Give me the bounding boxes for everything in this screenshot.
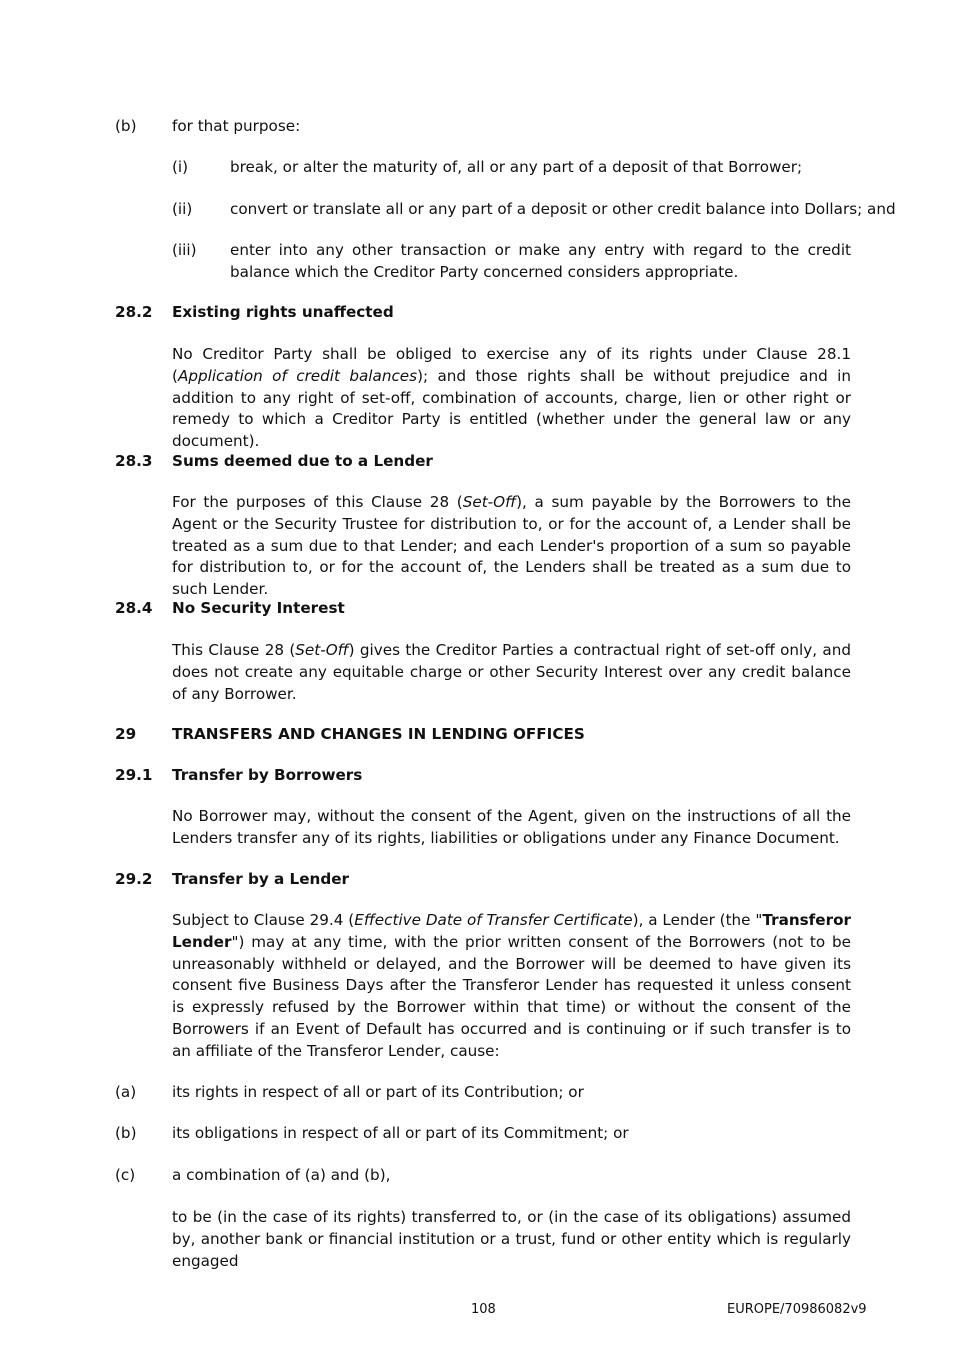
list-label: (c) — [115, 1166, 136, 1184]
clause-number: 29 — [115, 725, 137, 743]
clause-number: 29.2 — [115, 870, 153, 888]
clause-heading: Sums deemed due to a Lender — [172, 452, 433, 470]
clause-heading: Transfer by a Lender — [172, 870, 350, 888]
sub-list-label: (i) — [172, 158, 189, 176]
list-label: (b) — [115, 117, 137, 135]
clause-heading: Existing rights unaffected — [172, 303, 394, 321]
list-item-text: for that purpose: — [172, 117, 301, 135]
section-heading: TRANSFERS AND CHANGES IN LENDING OFFICES — [172, 725, 585, 743]
clause-paragraph: No Creditor Party shall be obliged to exercise any of its rights under Clause 28.1 (Application of credit balances); and those rights shall be without prejudice and in addition to any right of set-off, combination of accounts, charge, lien or other right or remedy to which a Creditor Party is entitled (whether under the general law or any document). — [172, 345, 851, 451]
page-number: 108 — [471, 1302, 496, 1317]
clause-paragraph: No Borrower may, without the consent of the Agent, given on the instructions of all the Lenders transfer any of its rights, liabilities or obligations under any Finance Document. — [172, 807, 851, 847]
list-item-text: a combination of (a) and (b), — [172, 1166, 391, 1184]
clause-heading: No Security Interest — [172, 599, 345, 617]
closing-paragraph: to be (in the case of its rights) transferred to, or (in the case of its obligations) assumed by, another bank or financial institution or a trust, fund or other entity which is regularly engaged — [172, 1208, 851, 1270]
sub-list-label: (iii) — [172, 241, 197, 259]
clause-number: 28.4 — [115, 599, 153, 617]
sub-list-item-text: enter into any other transaction or make any entry with regard to the credit balance which the Creditor Party concerned considers appropriate. — [230, 241, 851, 281]
clause-paragraph: For the purposes of this Clause 28 (Set-Off), a sum payable by the Borrowers to the Agent or the Security Trustee for distribution to, or for the account of, a Lender shall be treated as a sum due to that Lender; and each Lender's proportion of a sum so payable for distribution to, or for the account of, the Lenders shall be treated as a sum due to such Lender. — [172, 493, 851, 599]
clause-heading: Transfer by Borrowers — [172, 766, 363, 784]
list-item-text: its rights in respect of all or part of its Contribution; or — [172, 1083, 584, 1101]
list-item-text: its obligations in respect of all or part of its Commitment; or — [172, 1124, 629, 1142]
sub-list-item-text: break, or alter the maturity of, all or any part of a deposit of that Borrower; — [230, 158, 803, 176]
italic-reference: Effective Date of Transfer Certificate — [354, 911, 633, 929]
document-reference: EUROPE/70986082v9 — [727, 1302, 867, 1317]
clause-number: 28.2 — [115, 303, 153, 321]
clause-number: 28.3 — [115, 452, 153, 470]
sub-list-item-text: convert or translate all or any part of a deposit or other credit balance into Dollars; and — [230, 200, 896, 218]
sub-list-label: (ii) — [172, 200, 193, 218]
list-label: (b) — [115, 1124, 137, 1142]
clause-paragraph: This Clause 28 (Set-Off) gives the Creditor Parties a contractual right of set-off only, and does not create any equitable charge or other Security Interest over any credit balance of any Borrower. — [172, 641, 851, 703]
defined-term: Transferor Lender — [172, 911, 851, 951]
list-label: (a) — [115, 1083, 137, 1101]
clause-paragraph: Subject to Clause 29.4 (Effective Date of Transfer Certificate), a Lender (the "Transferor Lender") may at any time, with the prior written consent of the Borrowers (not to be unreasonably withheld or delayed, and the Borrower will be deemed to have given its consent five Business Days after the Transferor Lender has requested it unless consent is expressly refused by the Borrower within that time) or without the consent of the Borrowers if an Event of Default has occurred and is continuing or if such transfer is to an affiliate of the Transferor Lender, cause: — [172, 911, 851, 1060]
clause-number: 29.1 — [115, 766, 153, 784]
italic-reference: Application of credit balances — [177, 366, 418, 385]
italic-reference: Set-Off — [295, 641, 349, 659]
italic-reference: Set-Off — [462, 493, 517, 511]
